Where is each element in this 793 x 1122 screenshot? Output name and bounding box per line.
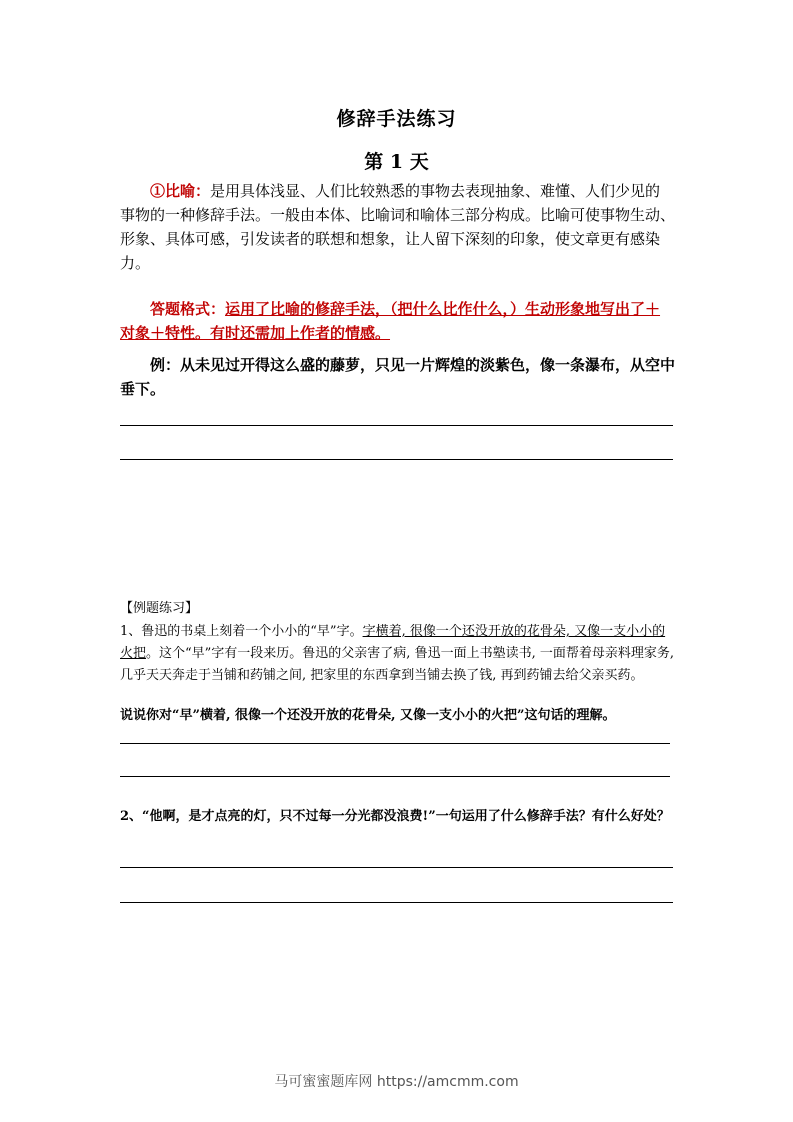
- day-heading: 第 1 天: [364, 151, 429, 173]
- answer-format-text: 运用了比喻的修辞手法，（把什么比作什么，）生动形象地写出了＋对象＋特性。有时还需加上作者的情感。: [120, 300, 661, 342]
- answer-line[interactable]: [120, 867, 673, 868]
- q1-text-start: 1、鲁迅的书桌上刻着一个小小的“早”字。: [120, 624, 363, 639]
- definition-label: ①比喻：: [150, 182, 211, 200]
- answer-line[interactable]: [120, 902, 673, 903]
- answer-line[interactable]: [120, 425, 673, 426]
- practice-question-2: 2、“他啊，是才点亮的灯，只不过每一分光都没浪费!”一句运用了什么修辞手法？有什么好处？: [120, 809, 670, 824]
- answer-line[interactable]: [120, 743, 670, 744]
- answer-line[interactable]: [120, 459, 673, 460]
- footer-watermark: 马可蜜蜜题库网 https://amcmm.com: [274, 1074, 519, 1090]
- practice-header: 【例题练习】: [120, 601, 199, 616]
- example-paragraph: [120, 353, 675, 401]
- page-title: 修辞手法练习: [336, 108, 457, 130]
- definition-paragraph: [120, 179, 675, 275]
- q1-question: 说说你对“早”横着, 很像一个还没开放的花骨朵, 又像一支小小的火把”这句话的理解。: [120, 708, 616, 723]
- practice-question-1: [120, 621, 675, 687]
- q1-text-rest: 。这个“早”字有一段来历。鲁迅的父亲害了病, 鲁迅一面上书塾读书, 一面帮着母亲料理家务, 几乎天天奔走于当铺和药铺之间, 把家里的东西拿到当铺去换了钱, 再到药铺去给父亲买药。: [120, 646, 674, 683]
- answer-line[interactable]: [120, 776, 670, 777]
- q1-underlined-sentence: 字横着, 很像一个还没开放的花骨朵, 又像一支小小的火把: [120, 624, 666, 661]
- example-text: 例：从未见过开得这么盛的藤萝，只见一片辉煌的淡紫色，像一条瀑布，从空中垂下。: [120, 356, 676, 398]
- definition-text: 是用具体浅显、人们比较熟悉的事物去表现抽象、难懂、人们少见的事物的一种修辞手法。一般由本体、比喻词和喻体三部分构成。比喻可使事物生动、形象、具体可感，引发读者的联想和想象，让人留下深刻的印象，使文章更有感染力。: [120, 182, 676, 272]
- answer-format-label: 答题格式：: [150, 300, 226, 318]
- answer-format-paragraph: [120, 297, 675, 345]
